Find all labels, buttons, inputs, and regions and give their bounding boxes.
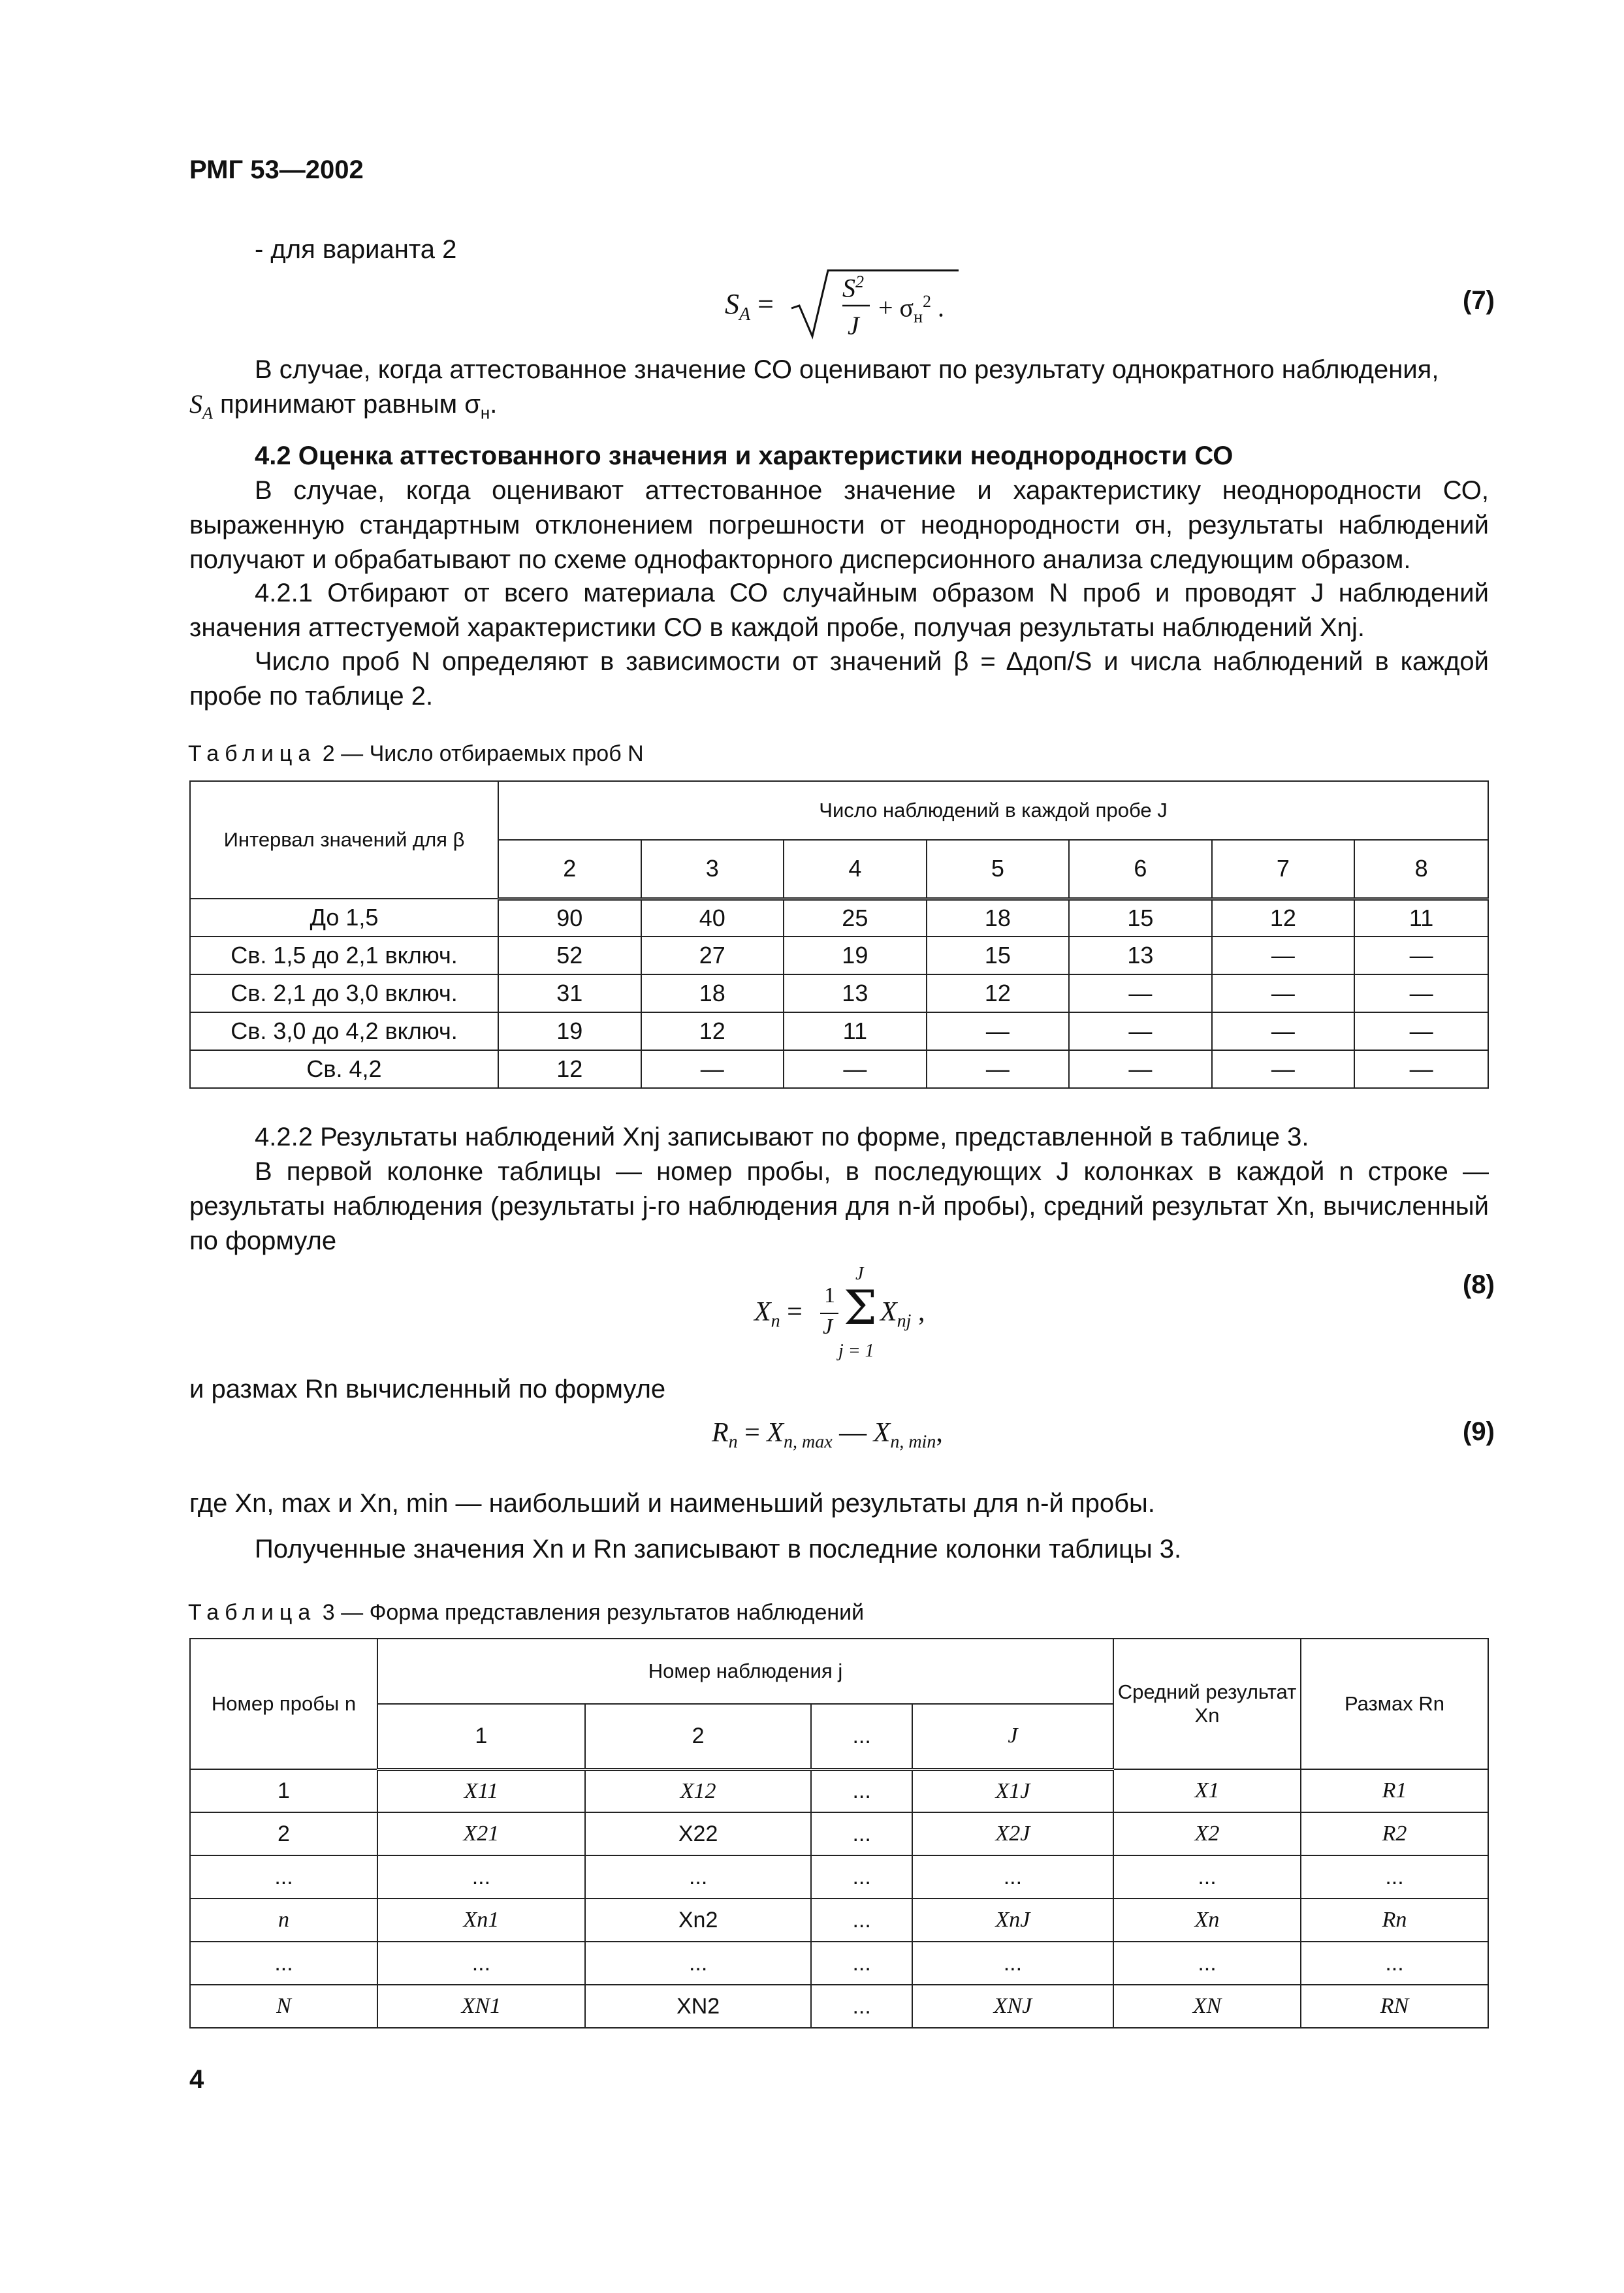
table-2-row-label: Св. 1,5 до 2,1 включ. <box>190 937 498 974</box>
table-cell: ... <box>1113 1942 1301 1985</box>
formula-9-number: (9) <box>1463 1417 1495 1446</box>
table-cell: X2J <box>912 1812 1113 1855</box>
table-cell: ... <box>585 1942 812 1985</box>
table-cell: — <box>1354 974 1488 1012</box>
formula-7-num: $S^2$ <box>842 272 864 303</box>
table-row <box>190 1769 1488 1812</box>
table-cell: ... <box>912 1855 1113 1899</box>
table-cell: X1 <box>1113 1769 1301 1812</box>
table-cell: 12 <box>498 1050 641 1088</box>
paragraph-values: Полученные значения Xn и Rn записывают в последние колонки таблицы 3. <box>255 1535 1182 1563</box>
table-cell: ... <box>190 1855 377 1899</box>
table-cell: 12 <box>641 1012 784 1050</box>
table-2-row-header: Интервал значений для β <box>190 781 498 899</box>
table-cell: 11 <box>784 1012 927 1050</box>
table-row <box>190 1812 1488 1855</box>
table-3-obs-col: 2 <box>585 1704 812 1769</box>
table-cell: ... <box>811 1942 912 1985</box>
table-cell: — <box>1354 937 1488 974</box>
table-cell: — <box>927 1012 1070 1050</box>
table-cell: 1 <box>190 1769 377 1812</box>
table-cell: 27 <box>641 937 784 974</box>
table-cell: 15 <box>927 937 1070 974</box>
table-cell: ... <box>811 1855 912 1899</box>
formula-7-lhs-sub: A <box>739 304 751 325</box>
table-3-sample-header: Номер пробы n <box>190 1639 377 1769</box>
table-cell: 40 <box>641 899 784 937</box>
table-cell: 19 <box>784 937 927 974</box>
table-row <box>190 1012 1488 1050</box>
table-cell: ... <box>912 1942 1113 1985</box>
table-cell: XN1 <box>377 1985 585 2028</box>
table-cell: X21 <box>377 1812 585 1855</box>
paragraph-where: где Xn, max и Xn, min — наибольший и наименьший результаты для n-й пробы. <box>189 1489 1155 1518</box>
table-2-col-group: Число наблюдений в каждой пробе J <box>498 781 1488 840</box>
table-cell: — <box>927 1050 1070 1088</box>
table-cell: — <box>784 1050 927 1088</box>
table-cell: ... <box>190 1942 377 1985</box>
paragraph-4-2: В случае, когда оценивают аттестованное значение и характеристику неоднородности СО, выраженную стандартным отклонением погрешности от неоднородности σн, результаты наблюдений получают и обрабатывают по схеме однофакторного дисперсионного анализа следующим образом. <box>189 476 1489 574</box>
table-2-col: 8 <box>1354 840 1488 899</box>
table-2-caption: Таблица 2 — Число отбираемых проб N <box>188 741 644 766</box>
table-cell: ... <box>1301 1942 1488 1985</box>
table-cell: R1 <box>1301 1769 1488 1812</box>
table-cell: X1J <box>912 1769 1113 1812</box>
paragraph-single-observation: В случае, когда аттестованное значение СО оценивают по результату однократного наблюдения, <box>255 355 1439 384</box>
table-cell: — <box>1069 1050 1212 1088</box>
formula-8-sum-top: J <box>855 1264 864 1284</box>
table-cell: XN <box>1113 1985 1301 2028</box>
formula-7-den: J <box>848 311 859 340</box>
table-2-col: 7 <box>1212 840 1355 899</box>
table-2-row-label: Св. 3,0 до 4,2 включ. <box>190 1012 498 1050</box>
table-cell: 18 <box>641 974 784 1012</box>
table-2-row-label: Св. 4,2 <box>190 1050 498 1088</box>
formula-8-term: $X_{nj}$ , <box>880 1297 925 1332</box>
paragraph-4-2-1: 4.2.1 Отбирают от всего материала СО случайным образом N проб и проводят J наблюдений значения аттестуемой характеристики СО в каждой пробе, получая результаты наблюдений Xnj. <box>189 579 1489 642</box>
formula-8-num: 1 <box>824 1283 835 1307</box>
table-row <box>190 1899 1488 1942</box>
table-cell: ... <box>585 1855 812 1899</box>
table-cell: Rn <box>1301 1899 1488 1942</box>
table-row <box>190 899 1488 937</box>
table-cell: — <box>1212 937 1355 974</box>
table-cell: — <box>1354 1050 1488 1088</box>
table-2-col: 5 <box>927 840 1070 899</box>
table-2-col: 6 <box>1069 840 1212 899</box>
document-header: РМГ 53—2002 <box>189 155 364 184</box>
table-cell: 13 <box>784 974 927 1012</box>
table-cell: ... <box>811 1899 912 1942</box>
table-row <box>190 937 1488 974</box>
table-cell: ... <box>811 1812 912 1855</box>
table-cell: Xn <box>1113 1899 1301 1942</box>
formula-8-fraction-bar <box>820 1313 838 1314</box>
table-cell: 90 <box>498 899 641 937</box>
table-cell: XnJ <box>912 1899 1113 1942</box>
table-3-obs-col: J <box>912 1704 1113 1769</box>
table-cell: 13 <box>1069 937 1212 974</box>
formula-8: $X_n$ = <box>754 1297 803 1332</box>
table-cell: X2 <box>1113 1812 1301 1855</box>
table-cell: 25 <box>784 899 927 937</box>
table-2-row-label: До 1,5 <box>190 899 498 937</box>
table-row <box>190 1942 1488 1985</box>
table-cell: XNJ <box>912 1985 1113 2028</box>
formula-8-den: J <box>823 1315 833 1339</box>
table-cell: — <box>1212 974 1355 1012</box>
formula-8-sum-bottom: j = 1 <box>838 1341 874 1361</box>
table-cell: 31 <box>498 974 641 1012</box>
table-row <box>190 1050 1488 1088</box>
table-cell: — <box>1069 1012 1212 1050</box>
table-cell: ... <box>811 1769 912 1812</box>
table-3-obs-col: 1 <box>377 1704 585 1769</box>
formula-7-number: (7) <box>1463 286 1495 315</box>
paragraph-first-column: В первой колонке таблицы — номер пробы, в последующих J колонках в каждой n строке — результаты наблюдения (результаты j-го наблюдения для n-й пробы), средний результат Xn, вычисленный по формуле <box>189 1157 1489 1255</box>
table-2-col: 2 <box>498 840 641 899</box>
table-3-range-header: Размах Rn <box>1301 1639 1488 1769</box>
table-row <box>190 1985 1488 2028</box>
formula-8-number: (8) <box>1463 1270 1495 1299</box>
table-cell: N <box>190 1985 377 2028</box>
paragraph-4-2-2: 4.2.2 Результаты наблюдений Xnj записывают по форме, представленной в таблице 3. <box>255 1123 1309 1151</box>
table-cell: Xn1 <box>377 1899 585 1942</box>
table-3-mean-header: Средний результат Xn <box>1113 1639 1301 1769</box>
formula-9: $R_n = X_{n, max}$ — $X_{n, min}$, <box>712 1418 943 1452</box>
table-row <box>190 1855 1488 1899</box>
formula-7-lhs: S <box>725 288 739 320</box>
variant-line: - для варианта 2 <box>255 235 457 264</box>
page-number: 4 <box>189 2065 204 2094</box>
table-cell: — <box>641 1050 784 1088</box>
table-2-col: 4 <box>784 840 927 899</box>
table-cell: X22 <box>585 1812 812 1855</box>
table-cell: 18 <box>927 899 1070 937</box>
paragraph-range: и размах Rn вычисленный по формуле <box>189 1375 666 1403</box>
table-cell: ... <box>811 1985 912 2028</box>
table-cell: 19 <box>498 1012 641 1050</box>
table-cell: Xn2 <box>585 1899 812 1942</box>
table-cell: 2 <box>190 1812 377 1855</box>
table-cell: — <box>1212 1012 1355 1050</box>
table-cell: ... <box>377 1942 585 1985</box>
sum-icon: Σ <box>844 1280 877 1335</box>
table-3 <box>189 1638 1489 2028</box>
table-3-obs-col: ... <box>811 1704 912 1769</box>
table-3-obs-header: Номер наблюдения j <box>377 1639 1113 1704</box>
table-cell: ... <box>377 1855 585 1899</box>
paragraph-single-observation-2: $S_A$ принимают равным $\sigma_н$. <box>189 389 498 423</box>
formula-7: $S_A$ = <box>725 288 774 325</box>
table-cell: X12 <box>585 1769 812 1812</box>
table-cell: ... <box>1301 1855 1488 1899</box>
table-cell: — <box>1354 1012 1488 1050</box>
table-2 <box>189 780 1489 1089</box>
formula-7-plus-term: + $\sigma_н^2$ . <box>878 292 945 327</box>
table-cell: n <box>190 1899 377 1942</box>
table-cell: ... <box>1113 1855 1301 1899</box>
table-cell: 11 <box>1354 899 1488 937</box>
table-cell: XN2 <box>585 1985 812 2028</box>
table-cell: R2 <box>1301 1812 1488 1855</box>
table-cell: 52 <box>498 937 641 974</box>
table-2-col: 3 <box>641 840 784 899</box>
table-cell: 12 <box>1212 899 1355 937</box>
table-cell: 15 <box>1069 899 1212 937</box>
section-title: 4.2 Оценка аттестованного значения и характеристики неоднородности СО <box>255 441 1234 470</box>
table-2-row-label: Св. 2,1 до 3,0 включ. <box>190 974 498 1012</box>
paragraph-sample-count: Число проб N определяют в зависимости от значений β = Δдоп/S и числа наблюдений в каждой пробе по таблице 2. <box>189 647 1489 711</box>
table-cell: — <box>1212 1050 1355 1088</box>
table-cell: 12 <box>927 974 1070 1012</box>
table-cell: — <box>1069 974 1212 1012</box>
table-3-caption: Таблица 3 — Форма представления результатов наблюдений <box>188 1600 865 1625</box>
table-cell: X11 <box>377 1769 585 1812</box>
table-row <box>190 974 1488 1012</box>
table-cell: RN <box>1301 1985 1488 2028</box>
